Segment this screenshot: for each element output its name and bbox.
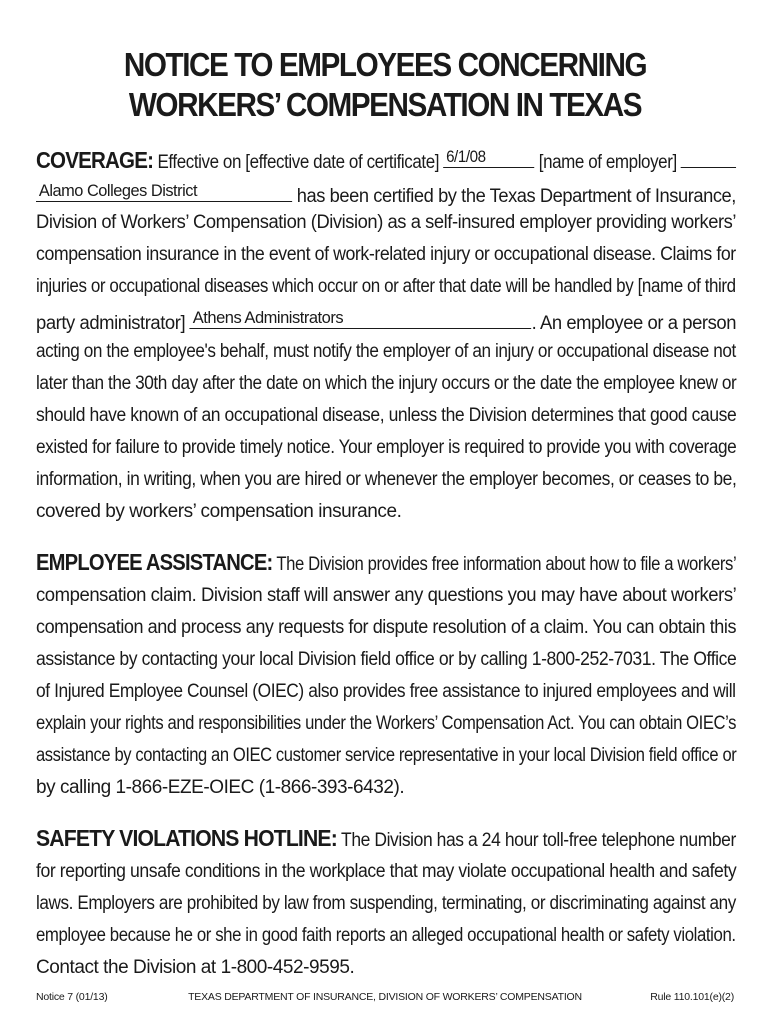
coverage-line-7: acting on the employee's behalf, must notify the employer of an injury or occupational disease not — [36, 341, 736, 362]
safety-line-4: employee because he or she in good faith reports an alleged occupational health or safety violation. — [36, 925, 736, 946]
assistance-line-1 — [36, 550, 736, 577]
assistance-line-2: compensation claim. Division staff will answer any questions you may have about workers’ — [36, 585, 737, 606]
coverage-line-2 — [36, 180, 736, 209]
assistance-line-6: explain your rights and responsibilities under the Workers’ Compensation Act. You can obtain OIEC’s — [36, 713, 737, 734]
assistance-intro: The Division provides free information about how to file a workers’ — [276, 554, 737, 575]
assistance-line-3: compensation and process any requests for dispute resolution of a claim. You can obtain this — [36, 617, 737, 638]
notice-title-line-1: NOTICE TO EMPLOYEES CONCERNING — [123, 46, 647, 83]
employer-name-field[interactable] — [36, 180, 292, 202]
coverage-heading: COVERAGE: — [36, 147, 154, 173]
employer-name-label: [name of employer] — [538, 152, 677, 173]
effective-date-value: 6/1/08 — [446, 147, 486, 166]
effective-date-field[interactable] — [443, 146, 534, 168]
safety-line-3: laws. Employers are prohibited by law from suspending, terminating, or discriminating against any — [36, 893, 736, 914]
coverage-line-10: existed for failure to provide timely notice. Your employer is required to provide you with coverage — [36, 437, 737, 458]
assistance-line-8: by calling 1-866-EZE-OIEC (1-866-393-6432). — [36, 777, 405, 798]
employer-name-value: Alamo Colleges District — [38, 181, 198, 200]
tpa-trailing-text: . An employee or a person — [531, 313, 737, 334]
footer-notice-number: Notice 7 (01/13) — [36, 991, 108, 1003]
safety-heading: SAFETY VIOLATIONS HOTLINE: — [36, 825, 337, 851]
coverage-line-5: injuries or occupational diseases which occur on or after that date will be handled by [name of third — [36, 276, 736, 297]
tpa-label: party administrator] — [36, 313, 186, 334]
coverage-line-6 — [36, 307, 736, 336]
coverage-line-8: later than the 30th day after the date on which the injury occurs or the date the employee knew or — [36, 373, 737, 394]
footer-rule: Rule 110.101(e)(2) — [650, 991, 734, 1003]
safety-line-2: for reporting unsafe conditions in the workplace that may violate occupational health and safety — [36, 861, 737, 882]
assistance-line-5: of Injured Employee Counsel (OIEC) also provides free assistance to injured employees and will — [36, 681, 736, 702]
safety-line-5: Contact the Division at 1-800-452-9595. — [36, 957, 355, 978]
coverage-line-4: compensation insurance in the event of work-related injury or occupational disease. Claims for — [36, 244, 736, 265]
coverage-certified-text: has been certified by the Texas Department of Insurance, — [296, 186, 736, 207]
coverage-line-1 — [36, 146, 736, 175]
footer-agency: TEXAS DEPARTMENT OF INSURANCE, DIVISION OF WORKERS’ COMPENSATION — [188, 991, 582, 1003]
assistance-line-4: assistance by contacting your local Division field office or by calling 1-800-252-7031. The Office — [36, 649, 737, 670]
coverage-line-12: covered by workers’ compensation insurance. — [36, 501, 402, 522]
notice-title-line-2: WORKERS’ COMPENSATION IN TEXAS — [128, 86, 642, 123]
third-party-administrator-field[interactable] — [190, 307, 532, 329]
coverage-line-3: Division of Workers’ Compensation (Division) as a self-insured employer providing workers’ — [36, 212, 737, 233]
tpa-value: Athens Administrators — [192, 308, 344, 327]
assistance-line-7: assistance by contacting an OIEC customer service representative in your local Division field office or — [36, 745, 737, 766]
coverage-line-11: information, in writing, when you are hired or whenever the employer becomes, or ceases to be, — [36, 469, 737, 490]
safety-line-1 — [36, 826, 736, 853]
coverage-effective-label: Effective on [effective date of certificate] — [157, 152, 440, 173]
assistance-heading: EMPLOYEE ASSISTANCE: — [36, 549, 273, 575]
employer-name-field-start[interactable] — [681, 146, 736, 168]
safety-intro: The Division has a 24 hour toll-free telephone number — [341, 830, 736, 851]
coverage-line-9: should have known of an occupational disease, unless the Division determines that good cause — [36, 405, 737, 426]
